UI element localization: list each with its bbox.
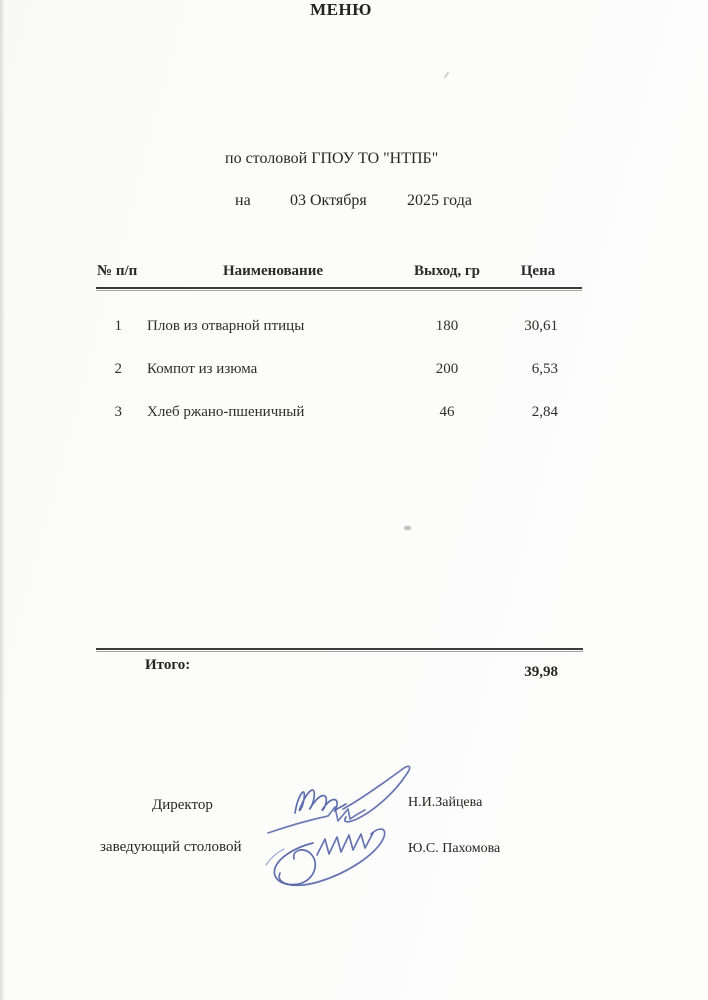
total-label: Итого: bbox=[145, 657, 191, 673]
date-day-month: 03 Октября bbox=[290, 192, 367, 209]
total-rule-shadow bbox=[96, 651, 583, 652]
dish-name: Плов из отварной птицы bbox=[147, 318, 305, 334]
dish-price: 30,61 bbox=[524, 318, 558, 334]
dish-output-grams: 180 bbox=[435, 318, 459, 334]
director-name: Н.И.Зайцева bbox=[408, 795, 483, 810]
canteen-manager-role-label: заведующий столовой bbox=[100, 839, 242, 855]
row-number: 2 bbox=[114, 361, 122, 377]
column-header-name: Наименование bbox=[223, 263, 323, 279]
row-number: 3 bbox=[114, 404, 122, 420]
dish-output-grams: 46 bbox=[439, 404, 455, 420]
dish-price: 2,84 bbox=[531, 404, 558, 420]
date-prefix: на bbox=[235, 192, 251, 209]
dish-name: Хлеб ржано-пшеничный bbox=[147, 404, 305, 420]
total-rule bbox=[96, 648, 583, 650]
column-header-number: № п/п bbox=[97, 263, 138, 279]
dish-price: 6,53 bbox=[531, 361, 558, 377]
column-header-output: Выход, гр bbox=[414, 263, 480, 279]
row-number: 1 bbox=[114, 318, 122, 334]
scan-artifact bbox=[404, 526, 411, 530]
dish-output-grams: 200 bbox=[435, 361, 459, 377]
canteen-manager-name: Ю.С. Пахомова bbox=[408, 841, 501, 856]
handwritten-signatures-ink bbox=[256, 753, 426, 898]
table-header-rule bbox=[96, 287, 582, 289]
scan-edge-shadow bbox=[0, 0, 5, 1000]
column-header-price: Цена bbox=[520, 263, 556, 279]
scan-artifact bbox=[444, 72, 450, 79]
total-value: 39,98 bbox=[524, 664, 558, 680]
table-header-rule-shadow bbox=[96, 290, 582, 291]
director-role-label: Директор bbox=[152, 797, 213, 813]
document-title: МЕНЮ bbox=[310, 0, 372, 19]
dish-name: Компот из изюма bbox=[147, 361, 258, 377]
date-year: 2025 года bbox=[407, 192, 472, 209]
document-subtitle: по столовой ГПОУ ТО "НТПБ" bbox=[225, 150, 439, 167]
